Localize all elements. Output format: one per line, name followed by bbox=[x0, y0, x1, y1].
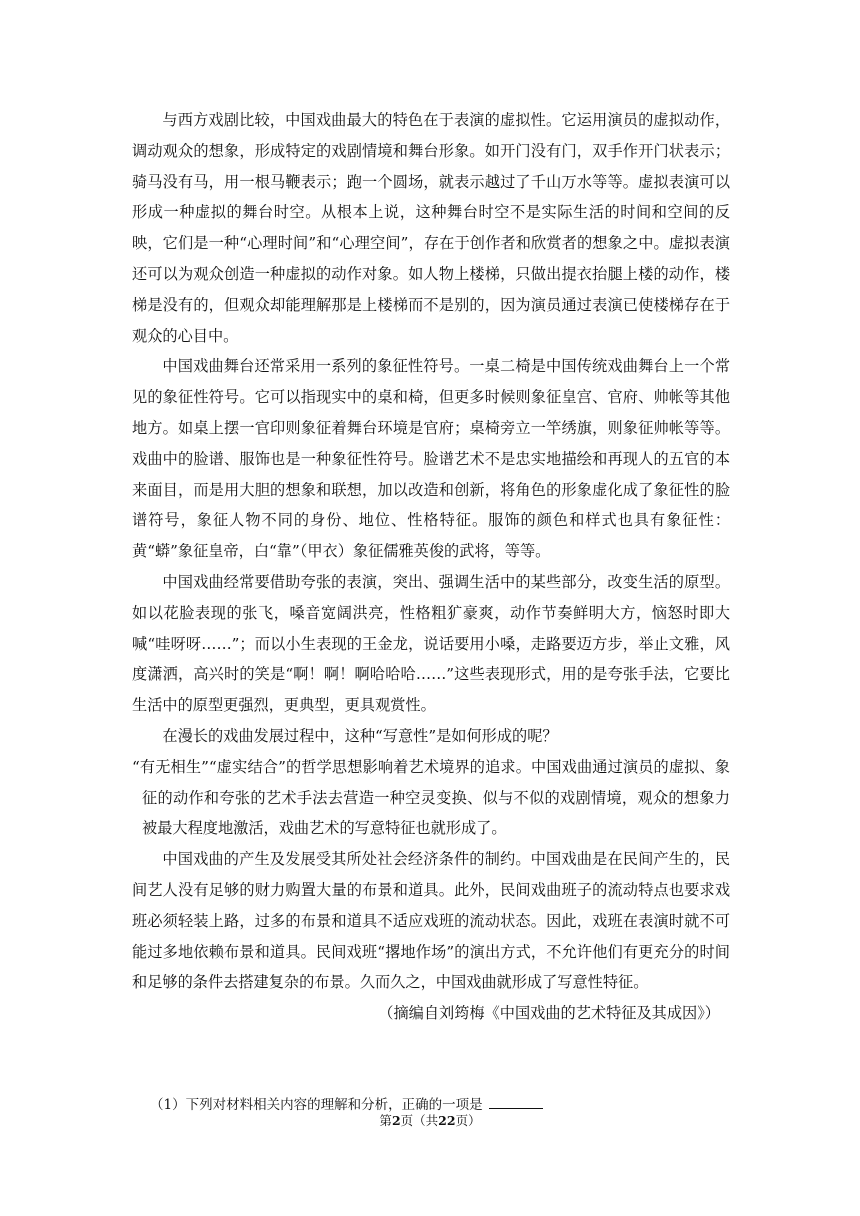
footer-page-number: 2 bbox=[391, 1113, 401, 1128]
paragraph-symbolism: 中国戏曲舞台还常采用一系列的象征性符号。一桌二椅是中国传统戏曲舞台上一个常见的象征性符号。它可以指现实中的桌和椅，但更多时候则象征皇宫、官府、帅帐等其他地方。如桌上摆一官印则象征着舞台环境是官府；桌椅旁立一竿绣旗，则象征帅帐等等。戏曲中的脸谱、服饰也是一种象征性符号。脸谱艺术不是忠实地描绘和再现人的五官的本来面目，而是用大胆的想象和联想，加以改造和创新，将角色的形象虚化成了象征性的脸谱符号，象征人物不同的身份、地位、性格特征。服饰的颜色和样式也具有象征性：黄“蟒”象征皇帝，白“靠”（甲衣）象征儒雅英俊的武将，等等。 bbox=[132, 357, 730, 561]
article-body bbox=[132, 105, 730, 1029]
footer-prefix: 第 bbox=[379, 1113, 392, 1128]
footer-middle: 页（共 bbox=[400, 1113, 439, 1128]
footer-total-pages: 22 bbox=[438, 1113, 456, 1128]
paragraph-virtuality: 与西方戏剧比较，中国戏曲最大的特色在于表演的虚拟性。它运用演员的虚拟动作，调动观众的想象，形成特定的戏剧情境和舞台形象。如开门没有门，双手作开门状表示；骑马没有马，用一根马鞭表示；跑一个圆场，就表示越过了千山万水等等。虚拟表演可以形成一种虚拟的舞台时空。从根本上说，这种舞台时空不是实际生活的时间和空间的反映，它们是一种“心理时间”和“心理空间”，存在于创作者和欣赏者的想象之中。虚拟表演还可以为观众创造一种虚拟的动作对象。如人物上楼梯，只做出提衣抬腿上楼的动作，楼梯是没有的，但观众却能理解那是上楼梯而不是别的，因为演员通过表演已使楼梯存在于观众的心目中。 bbox=[132, 111, 730, 345]
answer-blank[interactable] bbox=[489, 1094, 543, 1109]
paragraph-question: 在漫长的戏曲发展过程中，这种“写意性”是如何形成的呢？ bbox=[162, 726, 558, 745]
footer-suffix: 页） bbox=[455, 1113, 481, 1128]
paragraph-economy: 中国戏曲的产生及发展受其所处社会经济条件的制约。中国戏曲是在民间产生的，民间艺人没有足够的财力购置大量的布景和道具。此外，民间戏曲班子的流动特点也要求戏班必须轻装上路，过多的布景和道具不适应戏班的流动状态。因此，戏班在表演时就不可能过多地依赖布景和道具。民间戏班“撂地作场”的演出方式，不允许他们有更充分的时间和足够的条件去搭建复杂的布景。久而久之，中国戏曲就形成了写意性特征。 bbox=[132, 850, 730, 992]
paragraph-philosophy: “有无相生”“虚实结合”的哲学思想影响着艺术境界的追求。中国戏曲通过演员的虚拟、象征的动作和夸张的艺术手法去营造一种空灵变换、似与不似的戏剧情境，观众的想象力被最大程度地激活，戏曲艺术的写意特征也就形成了。 bbox=[132, 757, 730, 838]
question-text: （1）下列对材料相关内容的理解和分析，正确的一项是 bbox=[150, 1097, 483, 1113]
source-citation: （摘编自刘筠梅《中国戏曲的艺术特征及其成因》） bbox=[378, 1004, 720, 1023]
page-footer bbox=[0, 1112, 860, 1130]
paragraph-exaggeration: 中国戏曲经常要借助夸张的表演，突出、强调生活中的某些部分，改变生活的原型。如以花脸表现的张飞，嗓音宽阔洪亮，性格粗犷豪爽，动作节奏鲜明大方，恼怒时即大喊“哇呀呀……”；而以小生表现的王金龙，说话要用小嗓，走路要迈方步，举止文雅，风度潇洒，高兴时的笑是“啊！啊！啊哈哈哈……”这些表现形式，用的是夸张手法，它要比生活中的原型更强烈，更典型，更具观赏性。 bbox=[132, 572, 730, 715]
